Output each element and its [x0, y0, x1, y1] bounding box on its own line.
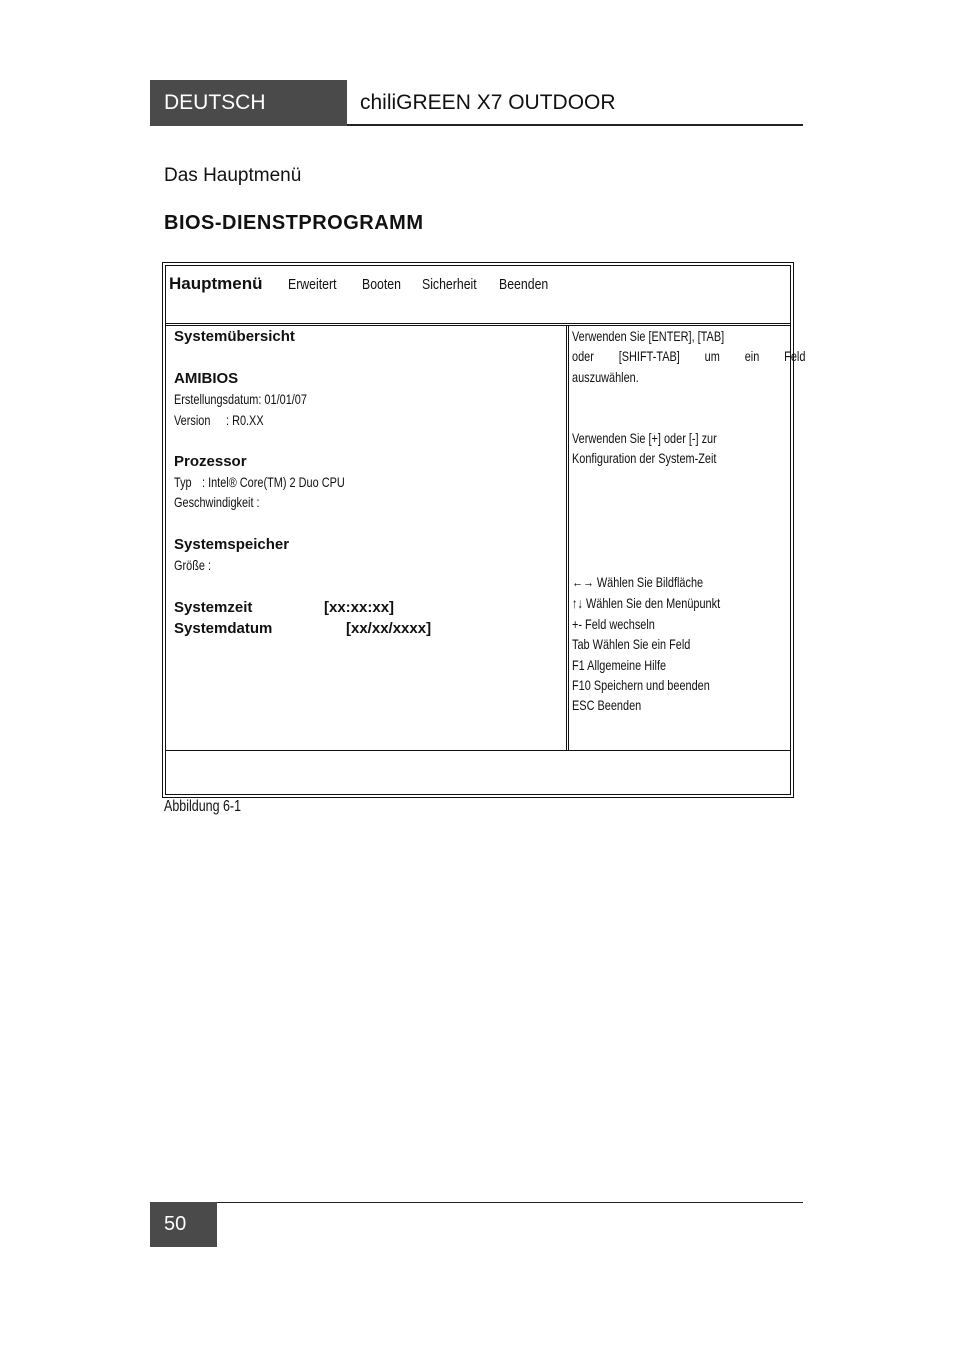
key-help-arrows-ud: ↑↓ Wählen Sie den Menüpunkt	[572, 595, 721, 611]
bios-help-pane	[569, 326, 806, 750]
menu-item-erweitert[interactable]: Erweitert	[288, 276, 337, 293]
language-tab: DEUTSCH	[150, 80, 347, 126]
systemdatum-label: Systemdatum	[174, 620, 273, 637]
key-help-f1: F1 Allgemeine Hilfe	[572, 657, 667, 673]
help-enter-tab-line2: oder [SHIFT-TAB] um ein Feld	[572, 348, 806, 364]
bios-status-bar	[166, 750, 790, 794]
figure-caption: Abbildung 6-1	[164, 798, 242, 815]
key-help-f10: F10 Speichern und beenden	[572, 677, 710, 693]
systemspeicher-label: Systemspeicher	[174, 536, 290, 553]
build-date: Erstellungsdatum: 01/01/07	[174, 391, 307, 407]
bios-frame	[165, 265, 806, 795]
footer-rule	[217, 1202, 803, 1203]
bios-main-pane	[166, 326, 567, 750]
systemzeit-label: Systemzeit	[174, 599, 253, 616]
systemzeit-value[interactable]: [xx:xx:xx]	[324, 599, 395, 616]
help-enter-tab-line3: auszuwählen.	[572, 369, 639, 385]
key-help-tab: Tab Wählen Sie ein Feld	[572, 636, 691, 652]
version-label: Version	[174, 412, 211, 428]
bios-screen-figure	[162, 262, 806, 798]
page-number: 50	[150, 1202, 217, 1247]
speed-label: Geschwindigkeit :	[174, 494, 260, 510]
prozessor-label: Prozessor	[174, 453, 247, 470]
help-plus-minus-line2: Konfiguration der System-Zeit	[572, 450, 717, 466]
systemuebersicht-label: Systemübersicht	[174, 328, 295, 345]
product-title: chiliGREEN X7 OUTDOOR	[360, 91, 616, 114]
groesse-label: Größe :	[174, 557, 212, 573]
menu-item-booten[interactable]: Booten	[362, 276, 401, 293]
section-subtitle: Das Hauptmenü	[164, 165, 302, 186]
typ-value: : Intel® Core(TM) 2 Duo CPU	[202, 474, 345, 490]
key-help-esc: ESC Beenden	[572, 697, 642, 713]
help-enter-tab-line1: Verwenden Sie [ENTER], [TAB]	[572, 328, 725, 344]
menu-item-beenden[interactable]: Beenden	[499, 276, 549, 293]
systemdatum-value[interactable]: [xx/xx/xxxx]	[346, 620, 432, 637]
bios-menubar	[166, 266, 790, 324]
key-help-arrows-lr: ←→ Wählen Sie Bildfläche	[572, 574, 704, 590]
help-plus-minus-line1: Verwenden Sie [+] oder [-] zur	[572, 430, 717, 446]
section-heading: BIOS-DIENSTPROGRAMM	[164, 212, 424, 234]
amibios-label: AMIBIOS	[174, 370, 239, 387]
header-rule	[347, 124, 803, 126]
typ-label: Typ	[174, 474, 192, 490]
key-help-plus-minus: +- Feld wechseln	[572, 616, 655, 632]
menu-item-sicherheit[interactable]: Sicherheit	[422, 276, 477, 293]
version-value: : R0.XX	[226, 412, 264, 428]
menu-item-hauptmenue[interactable]: Hauptmenü	[169, 274, 263, 293]
